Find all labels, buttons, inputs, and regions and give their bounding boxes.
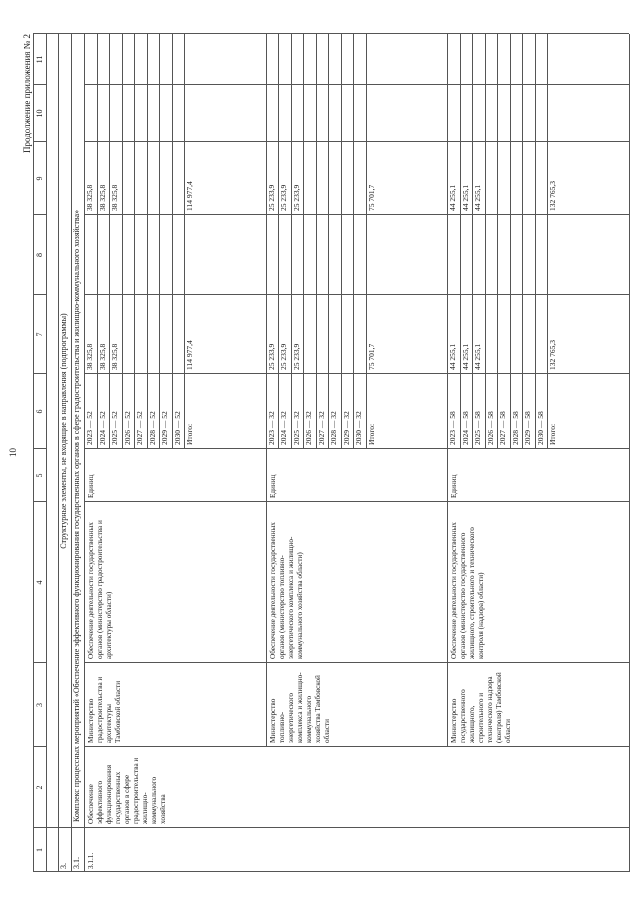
year-target: 2029 — 58 bbox=[523, 411, 533, 445]
year-target: 2023 — 58 bbox=[448, 411, 458, 445]
total-value-col9: 132 765,3 bbox=[548, 181, 558, 211]
column-number: 3 bbox=[35, 703, 44, 707]
year-target: 2026 — 58 bbox=[485, 411, 495, 445]
cell-value-col7 bbox=[522, 297, 535, 370]
executor-name: Министерство топливно-энергетического комплекса и жилищно-коммунального хозяйства Тамбовской области bbox=[268, 672, 331, 743]
cell-value-col7 bbox=[510, 297, 523, 370]
cell-value-col9: 25 233,9 bbox=[291, 184, 301, 211]
column-number: 10 bbox=[35, 109, 44, 118]
cell-value-col9: 44 255,1 bbox=[473, 184, 483, 211]
column-number: 11 bbox=[35, 55, 44, 64]
executor-name: Министерство государственного жилищного, строительного и технического надзора (контроля) Тамбовской области bbox=[450, 672, 513, 743]
cell-value-col7: 44 255,1 bbox=[460, 343, 470, 370]
cell-value-col7 bbox=[134, 297, 147, 370]
cell-value-col9: 44 255,1 bbox=[448, 184, 458, 211]
cell-value-col9: 38 325,8 bbox=[110, 184, 119, 211]
year-target: 2026 — 32 bbox=[304, 411, 314, 445]
task-name: Обеспечение эффективного функционирования государственных органов в сфере градостроительства и жилищно-коммунального хозяйства bbox=[87, 757, 167, 824]
unit-label: Единиц bbox=[87, 474, 95, 498]
cell-value-col7 bbox=[485, 297, 498, 370]
year-target: 2027 — 58 bbox=[498, 411, 508, 445]
section-3-number: 3. bbox=[59, 863, 68, 869]
cell-value-col7: 38 325,8 bbox=[97, 343, 107, 370]
column-number: 7 bbox=[35, 332, 44, 337]
column-number: 8 bbox=[35, 253, 44, 257]
task-number: 3.1.1. bbox=[87, 852, 95, 869]
cell-value-col9: 25 233,9 bbox=[266, 184, 276, 211]
cell-value-col9 bbox=[522, 144, 535, 211]
indicator-name: Обеспечение деятельности государственных органов (министерство градостроительства и архитектуры области) bbox=[87, 520, 113, 659]
cell-value-col7: 25 233,9 bbox=[279, 343, 289, 370]
column-divider bbox=[84, 746, 629, 747]
cell-value-col7: 44 255,1 bbox=[473, 343, 483, 370]
year-target: 2030 — 52 bbox=[172, 411, 182, 445]
cell-value-col9: 44 255,1 bbox=[460, 184, 470, 211]
total-value-col7: 132 765,3 bbox=[548, 340, 558, 370]
cell-value-col9 bbox=[497, 144, 510, 211]
cell-value-col9: 38 325,8 bbox=[97, 184, 107, 211]
column-number: 4 bbox=[35, 580, 44, 585]
year-target: 2024 — 32 bbox=[279, 411, 289, 445]
year-target: 2027 — 52 bbox=[135, 411, 144, 445]
cell-value-col9 bbox=[316, 144, 329, 211]
cell-value-col9 bbox=[535, 144, 548, 211]
cell-value-col7: 44 255,1 bbox=[448, 343, 458, 370]
appendix-note: Продолжение приложения № 2 bbox=[22, 34, 32, 154]
cell-value-col7: 38 325,8 bbox=[85, 343, 94, 370]
column-divider bbox=[84, 662, 629, 663]
year-target: 2030 — 32 bbox=[354, 411, 364, 445]
total-value-col7: 75 701,7 bbox=[366, 343, 376, 370]
total-value-col9: 114 977,4 bbox=[185, 181, 194, 211]
table-bottom-rule bbox=[629, 34, 630, 872]
year-target: 2025 — 58 bbox=[473, 411, 483, 445]
year-target: 2029 — 52 bbox=[160, 411, 169, 445]
cell-value-col7: 38 325,8 bbox=[110, 343, 119, 370]
cell-value-col9 bbox=[353, 144, 366, 211]
column-divider bbox=[84, 501, 629, 502]
cell-value-col9 bbox=[510, 144, 523, 211]
section-3-1-title: Комплекс процессных мероприятий «Обеспечение эффективного функционирования государственных органов в сфере градостроительства и жилищно-коммунального хозяйства» bbox=[72, 209, 81, 822]
cell-value-col9 bbox=[134, 144, 147, 211]
cell-value-col9 bbox=[341, 144, 354, 211]
column-number: 9 bbox=[35, 176, 44, 181]
cell-value-col7: 25 233,9 bbox=[266, 343, 276, 370]
column-number-rule bbox=[46, 34, 47, 872]
cell-value-col9 bbox=[303, 144, 316, 211]
cell-value-col7 bbox=[497, 297, 510, 370]
total-value-col9: 75 701,7 bbox=[366, 184, 376, 211]
cell-value-col9: 38 325,8 bbox=[85, 184, 94, 211]
year-target: 2025 — 52 bbox=[110, 411, 119, 445]
table-left-rule bbox=[33, 871, 629, 872]
cell-value-col9 bbox=[485, 144, 498, 211]
page-number: 10 bbox=[8, 448, 18, 457]
cell-value-col7 bbox=[535, 297, 548, 370]
total-label: Итого: bbox=[185, 423, 194, 445]
year-target: 2024 — 58 bbox=[460, 411, 470, 445]
total-label: Итого: bbox=[548, 423, 558, 445]
column-number: 6 bbox=[35, 409, 44, 414]
executor-name: Министерство градостроительства и архитектуры Тамбовской области bbox=[87, 676, 122, 743]
indicator-name: Обеспечение деятельности государственных органов (министерство топливно-энергетического комплекса и жилищно-коммунального хозяйства области) bbox=[268, 522, 304, 659]
cell-value-col7 bbox=[316, 297, 329, 370]
cell-value-col7 bbox=[159, 297, 172, 370]
year-target: 2028 — 52 bbox=[147, 411, 157, 445]
section-3-1-number: 3.1. bbox=[72, 857, 81, 869]
column-number: 5 bbox=[35, 473, 44, 478]
indicator-name: Обеспечение деятельности государственных органов (министерство государственного жилищного, строительного и технического контроля (надзора) области) bbox=[450, 522, 486, 659]
year-target: 2027 — 32 bbox=[316, 411, 326, 445]
year-target: 2028 — 58 bbox=[510, 411, 520, 445]
cell-value-col9 bbox=[159, 144, 172, 211]
section-3-title: Структурные элементы, не входящие в направления (подпрограммы) bbox=[59, 313, 68, 549]
total-label: Итого: bbox=[366, 423, 376, 445]
cell-value-col7 bbox=[122, 297, 135, 370]
unit-label: Единиц bbox=[450, 474, 459, 498]
year-target: 2029 — 32 bbox=[341, 411, 351, 445]
year-target: 2030 — 58 bbox=[535, 411, 545, 445]
cell-value-col7 bbox=[147, 297, 160, 370]
cell-value-col9: 25 233,9 bbox=[279, 184, 289, 211]
cell-value-col9 bbox=[328, 144, 341, 211]
column-divider bbox=[84, 827, 629, 828]
column-number: 1 bbox=[35, 848, 44, 852]
year-target: 2025 — 32 bbox=[291, 411, 301, 445]
year-target: 2028 — 32 bbox=[329, 411, 339, 445]
unit-label: Единиц bbox=[268, 474, 277, 498]
year-target: 2023 — 52 bbox=[85, 411, 94, 445]
cell-value-col9 bbox=[172, 144, 185, 211]
cell-value-col7 bbox=[328, 297, 341, 370]
cell-value-col9 bbox=[122, 144, 135, 211]
total-value-col7: 114 977,4 bbox=[185, 340, 194, 370]
year-target: 2024 — 52 bbox=[97, 411, 107, 445]
cell-value-col9 bbox=[147, 144, 160, 211]
cell-value-col7 bbox=[172, 297, 185, 370]
column-number: 2 bbox=[35, 785, 44, 790]
cell-value-col7 bbox=[303, 297, 316, 370]
cell-value-col7 bbox=[353, 297, 366, 370]
year-target: 2026 — 52 bbox=[122, 411, 132, 445]
cell-value-col7: 25 233,9 bbox=[291, 343, 301, 370]
year-target: 2023 — 32 bbox=[266, 411, 276, 445]
cell-value-col7 bbox=[341, 297, 354, 370]
